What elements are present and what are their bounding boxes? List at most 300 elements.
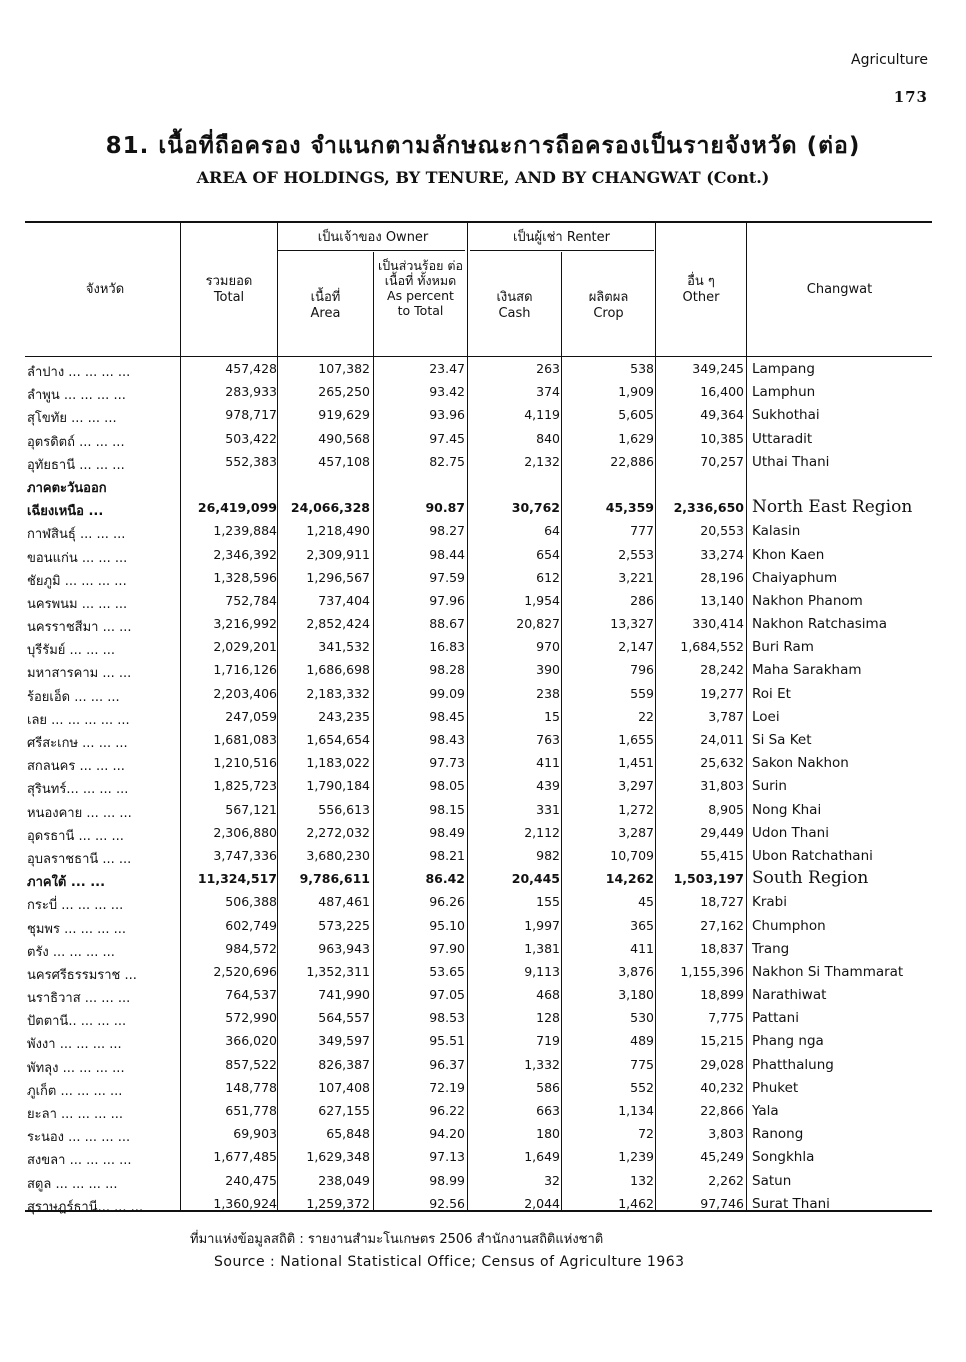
crop-cell: 1,451 <box>618 755 654 771</box>
changwat-english-cell: Pattani <box>752 1010 799 1027</box>
total-cell: 567,121 <box>225 801 277 817</box>
header-owner-group <box>278 230 468 246</box>
pct-cell: 98.27 <box>429 523 465 539</box>
table-row <box>0 404 966 427</box>
cash-cell: 155 <box>536 894 560 910</box>
table-row <box>0 613 966 636</box>
area-cell: 1,629,348 <box>306 1149 370 1165</box>
crop-cell: 3,287 <box>618 824 654 840</box>
cash-cell: 1,332 <box>524 1056 560 1072</box>
other-cell: 1,155,396 <box>680 963 744 979</box>
pct-cell: 97.45 <box>429 430 465 446</box>
other-cell: 40,232 <box>700 1079 744 1095</box>
total-cell: 764,537 <box>225 987 277 1003</box>
changwat-thai-cell: สงขลา ... ... ... ... <box>27 1153 132 1169</box>
pct-cell: 53.65 <box>429 963 465 979</box>
pct-cell: 96.22 <box>429 1103 465 1118</box>
area-cell: 2,272,032 <box>306 824 370 840</box>
cash-cell: 411 <box>536 755 560 771</box>
pct-cell: 97.90 <box>429 940 465 956</box>
crop-cell: 538 <box>630 361 654 376</box>
changwat-thai-cell: เลย ... ... ... ... ... <box>27 712 130 728</box>
header-percent-line2: to Total <box>397 303 444 318</box>
pct-cell: 95.10 <box>429 917 465 933</box>
total-cell: 11,324,517 <box>197 871 277 887</box>
cash-cell: 840 <box>536 430 560 446</box>
header-other <box>656 274 746 306</box>
changwat-thai-cell: สตูล ... ... ... ... <box>27 1176 118 1192</box>
table-row <box>0 1100 966 1123</box>
area-cell: 963,943 <box>318 940 370 956</box>
total-cell: 2,029,201 <box>213 639 277 655</box>
total-cell: 2,520,696 <box>213 963 277 979</box>
crop-cell: 45 <box>638 894 654 910</box>
cash-cell: 1,649 <box>524 1149 560 1165</box>
crop-cell: 365 <box>630 917 654 933</box>
changwat-thai-cell: สกลนคร ... ... ... <box>27 759 125 775</box>
crop-cell: 1,272 <box>618 801 654 817</box>
cash-cell: 982 <box>536 847 560 863</box>
changwat-thai-cell: ปัตตานี.. ... ... ... <box>27 1014 127 1030</box>
header-area-english: Area <box>310 306 341 321</box>
cash-cell: 970 <box>536 639 560 655</box>
crop-cell: 489 <box>630 1033 654 1049</box>
pct-cell: 98.53 <box>429 1010 465 1026</box>
other-cell: 31,803 <box>700 778 744 794</box>
group-header-rule-owner <box>278 250 465 251</box>
crop-cell: 777 <box>630 523 654 539</box>
crop-cell: 3,221 <box>618 569 654 585</box>
pct-cell: 98.05 <box>429 778 465 794</box>
table-row <box>0 636 966 659</box>
cash-cell: 390 <box>536 662 560 678</box>
changwat-thai-cell: มหาสารคาม ... ... <box>27 666 132 682</box>
other-cell: 29,028 <box>700 1056 744 1072</box>
area-cell: 826,387 <box>318 1056 370 1072</box>
table-row <box>0 381 966 404</box>
changwat-thai-cell: กระบี่ ... ... ... ... <box>27 898 124 914</box>
cash-cell: 128 <box>536 1010 560 1026</box>
other-cell: 28,242 <box>700 662 744 678</box>
table-row <box>0 1146 966 1169</box>
total-cell: 1,716,126 <box>213 662 277 678</box>
changwat-english-cell: Surin <box>752 778 787 795</box>
changwat-english-cell: Lamphun <box>752 384 816 401</box>
other-cell: 2,336,650 <box>673 500 744 516</box>
header-total-thai: รวมยอด <box>205 274 253 289</box>
region-row <box>0 474 966 497</box>
total-cell: 1,681,083 <box>213 732 277 747</box>
crop-cell: 552 <box>630 1079 654 1095</box>
other-cell: 10,385 <box>700 430 744 446</box>
changwat-english-cell: Nakhon Si Thammarat <box>752 963 904 980</box>
area-cell: 349,597 <box>318 1033 370 1049</box>
area-cell: 3,680,230 <box>306 847 370 863</box>
changwat-thai-cell: บุรีรัมย์ ... ... ... <box>27 643 115 659</box>
area-cell: 1,352,311 <box>306 963 370 979</box>
total-cell: 3,216,992 <box>213 616 277 632</box>
changwat-english-cell: Lampang <box>752 361 815 377</box>
crop-cell: 1,239 <box>618 1149 654 1165</box>
changwat-english-cell: Nong Khai <box>752 801 822 818</box>
pct-cell: 82.75 <box>429 453 465 469</box>
cash-cell: 719 <box>536 1033 560 1049</box>
table-row <box>0 1123 966 1146</box>
pct-cell: 98.21 <box>429 847 465 863</box>
region-row <box>0 868 966 891</box>
header-changwat-english: Changwat <box>806 282 873 297</box>
other-cell: 49,364 <box>700 407 744 423</box>
cash-cell: 32 <box>544 1172 560 1188</box>
changwat-thai-cell: ร้อยเอ็ด ... ... ... <box>27 689 120 705</box>
table-row <box>0 1077 966 1100</box>
pct-cell: 93.96 <box>429 407 465 423</box>
crop-cell: 72 <box>638 1126 654 1142</box>
crop-cell: 1,134 <box>618 1103 654 1118</box>
other-cell: 55,415 <box>700 847 744 863</box>
crop-cell: 775 <box>630 1056 654 1072</box>
changwat-thai-cell: ศรีสะเกษ ... ... ... <box>27 736 128 751</box>
total-cell: 857,522 <box>225 1056 277 1072</box>
pct-cell: 90.87 <box>425 500 465 516</box>
pct-cell: 97.13 <box>429 1149 465 1165</box>
area-cell: 1,259,372 <box>306 1195 370 1211</box>
other-cell: 70,257 <box>700 453 744 469</box>
changwat-thai-cell: พัทลุง ... ... ... ... <box>27 1060 125 1076</box>
changwat-thai-cell: กาฬสินธุ์ ... ... ... <box>27 527 126 543</box>
table-row <box>0 520 966 543</box>
changwat-english-cell: Si Sa Ket <box>752 732 812 748</box>
area-cell: 238,049 <box>318 1172 370 1188</box>
other-cell: 33,274 <box>700 546 744 562</box>
cash-cell: 20,827 <box>516 616 560 632</box>
crop-cell: 559 <box>630 685 654 701</box>
other-cell: 24,011 <box>700 732 744 747</box>
other-cell: 330,414 <box>692 616 744 632</box>
area-cell: 741,990 <box>318 987 370 1003</box>
crop-cell: 530 <box>630 1010 654 1026</box>
header-cash-english: Cash <box>498 306 531 321</box>
source-note-english: Source : National Statistical Office; Census of Agriculture 1963 <box>214 1254 685 1270</box>
table-row <box>0 799 966 822</box>
pct-cell: 97.05 <box>429 987 465 1003</box>
changwat-thai-cell: ยะลา ... ... ... ... <box>27 1107 123 1122</box>
crop-cell: 2,147 <box>618 639 654 655</box>
pct-cell: 98.15 <box>429 801 465 817</box>
header-crop <box>562 290 655 322</box>
changwat-english-cell: South Region <box>752 868 869 889</box>
area-cell: 490,568 <box>318 430 370 446</box>
header-owner-thai: เป็นเจ้าของ <box>317 230 382 245</box>
changwat-english-cell: Krabi <box>752 894 787 911</box>
area-cell: 341,532 <box>318 639 370 655</box>
pct-cell: 86.42 <box>425 871 465 887</box>
crop-cell: 411 <box>630 940 654 956</box>
other-cell: 15,215 <box>700 1033 744 1049</box>
pct-cell: 98.45 <box>429 708 465 724</box>
total-cell: 1,677,485 <box>213 1149 277 1165</box>
changwat-thai-cell: ภูเก็ต ... ... ... ... <box>27 1083 123 1099</box>
changwat-thai-cell: ภาคตะวันออก <box>27 480 107 496</box>
changwat-thai-cell: เฉียงเหนือ ... <box>27 504 104 520</box>
table-title-thai: 81. เนื้อที่ถือครอง จำแนกตามลักษณะการถือครองเป็นรายจังหวัด (ต่อ) <box>105 133 861 159</box>
area-cell: 1,183,022 <box>306 755 370 771</box>
changwat-thai-cell: ลำพูน ... ... ... ... <box>27 388 126 404</box>
total-cell: 3,747,336 <box>213 847 277 863</box>
changwat-thai-cell: ระนอง ... ... ... ... <box>27 1130 131 1146</box>
changwat-thai-cell: สุราษฎร์ธานี... ... ... <box>27 1199 144 1215</box>
cash-cell: 20,445 <box>511 871 560 887</box>
cash-cell: 374 <box>536 384 560 400</box>
changwat-thai-cell: ภาคใต้ ... ... <box>27 875 106 891</box>
other-cell: 45,249 <box>700 1149 744 1165</box>
area-cell: 737,404 <box>318 592 370 608</box>
pct-cell: 95.51 <box>429 1033 465 1049</box>
table-top-rule <box>25 221 932 223</box>
source-note-thai: ที่มาแห่งข้อมูลสถิติ : รายงานสำมะโนเกษตร 2506 สำนักงานสถิติแห่งชาติ <box>190 1232 604 1247</box>
changwat-thai-cell: ขอนแก่น ... ... ... <box>27 550 128 566</box>
area-cell: 2,852,424 <box>306 616 370 632</box>
changwat-english-cell: Buri Ram <box>752 639 814 656</box>
table-row <box>0 938 966 961</box>
total-cell: 978,717 <box>225 407 277 423</box>
other-cell: 20,553 <box>700 523 744 539</box>
pct-cell: 72.19 <box>429 1079 465 1095</box>
header-bottom-rule <box>25 356 932 357</box>
changwat-english-cell: Sukhothai <box>752 407 820 424</box>
table-row <box>0 1054 966 1077</box>
table-title-english: AREA OF HOLDINGS, BY TENURE, AND BY CHANGWAT (Cont.) <box>196 168 770 187</box>
total-cell: 1,210,516 <box>213 755 277 771</box>
cash-cell: 1,954 <box>524 592 560 608</box>
changwat-english-cell: Chumphon <box>752 917 826 934</box>
crop-cell: 1,462 <box>618 1195 654 1211</box>
header-other-thai: อื่น ๆ <box>687 274 715 289</box>
cash-cell: 1,381 <box>524 940 560 956</box>
total-cell: 602,749 <box>225 917 277 933</box>
crop-cell: 3,297 <box>618 778 654 794</box>
crop-cell: 45,359 <box>605 500 654 516</box>
header-percent-thai: เป็นส่วนร้อย ต่อเนื้อที่ ทั้งหมด <box>377 258 464 288</box>
changwat-thai-cell: นครศรีธรรมราช ... <box>27 967 137 983</box>
total-cell: 26,419,099 <box>197 500 277 516</box>
changwat-english-cell: Trang <box>752 940 790 957</box>
crop-cell: 3,180 <box>618 987 654 1003</box>
changwat-english-cell: Phatthalung <box>752 1056 834 1073</box>
cash-cell: 64 <box>544 523 560 539</box>
crop-cell: 132 <box>630 1172 654 1188</box>
total-cell: 572,990 <box>225 1010 277 1026</box>
changwat-english-cell: Sakon Nakhon <box>752 755 849 772</box>
changwat-thai-cell: ชัยภูมิ ... ... ... ... <box>27 573 127 589</box>
table-row <box>0 1007 966 1030</box>
pct-cell: 98.44 <box>429 546 465 562</box>
total-cell: 752,784 <box>225 592 277 608</box>
changwat-thai-cell: อุตรดิตถ์ ... ... ... <box>27 434 125 450</box>
changwat-thai-cell: พังงา ... ... ... ... <box>27 1037 122 1053</box>
total-cell: 1,360,924 <box>213 1195 277 1211</box>
changwat-english-cell: Loei <box>752 708 780 725</box>
other-cell: 28,196 <box>700 569 744 585</box>
area-cell: 2,183,332 <box>306 685 370 701</box>
other-cell: 18,899 <box>700 987 744 1003</box>
crop-cell: 1,909 <box>618 384 654 400</box>
table-row <box>0 775 966 798</box>
group-header-rule-renter <box>470 250 654 251</box>
changwat-thai-cell: ลำปาง ... ... ... ... <box>27 365 131 380</box>
pct-cell: 88.67 <box>429 616 465 632</box>
changwat-english-cell: Chaiyaphum <box>752 569 838 586</box>
changwat-english-cell: Uttaradit <box>752 430 813 447</box>
cash-cell: 263 <box>536 361 560 376</box>
header-crop-english: Crop <box>593 306 624 321</box>
changwat-thai-cell: อุบลราชธานี ... ... <box>27 851 132 867</box>
pct-cell: 92.56 <box>429 1195 465 1211</box>
total-cell: 2,346,392 <box>213 546 277 562</box>
changwat-english-cell: North East Region <box>752 497 913 518</box>
pct-cell: 98.49 <box>429 824 465 840</box>
region-row <box>0 497 966 520</box>
table-row <box>0 1193 966 1216</box>
cash-cell: 586 <box>536 1079 560 1095</box>
area-cell: 2,309,911 <box>306 546 370 562</box>
crop-cell: 286 <box>630 592 654 608</box>
changwat-thai-cell: ตรัง ... ... ... ... <box>27 944 115 960</box>
area-cell: 1,654,654 <box>306 732 370 747</box>
pct-cell: 23.47 <box>429 361 465 376</box>
total-cell: 366,020 <box>225 1033 277 1049</box>
cash-cell: 180 <box>536 1126 560 1142</box>
area-cell: 65,848 <box>326 1126 370 1142</box>
table-row <box>0 590 966 613</box>
other-cell: 1,503,197 <box>673 871 744 887</box>
total-cell: 247,059 <box>225 708 277 724</box>
pct-cell: 96.26 <box>429 894 465 910</box>
cash-cell: 2,112 <box>524 824 560 840</box>
changwat-english-cell: Phang nga <box>752 1033 824 1050</box>
area-cell: 1,296,567 <box>306 569 370 585</box>
cash-cell: 654 <box>536 546 560 562</box>
cash-cell: 439 <box>536 778 560 794</box>
header-other-english: Other <box>682 290 720 305</box>
table-row <box>0 752 966 775</box>
total-cell: 69,903 <box>233 1126 277 1142</box>
table-row <box>0 428 966 451</box>
table-body <box>0 358 966 1216</box>
other-cell: 349,245 <box>692 361 744 376</box>
total-cell: 457,428 <box>225 361 277 376</box>
other-cell: 27,162 <box>700 917 744 933</box>
page-number: 173 <box>893 88 928 106</box>
changwat-english-cell: Maha Sarakham <box>752 662 862 679</box>
header-area <box>278 290 373 322</box>
header-percent-line1: As percent <box>387 288 454 303</box>
crop-cell: 22,886 <box>610 453 654 469</box>
changwat-english-cell: Yala <box>752 1103 779 1119</box>
total-cell: 240,475 <box>225 1172 277 1188</box>
other-cell: 18,837 <box>700 940 744 956</box>
area-cell: 457,108 <box>318 453 370 469</box>
area-cell: 1,686,698 <box>306 662 370 678</box>
table-row <box>0 961 966 984</box>
cash-cell: 2,044 <box>524 1195 560 1211</box>
changwat-english-cell: Nakhon Phanom <box>752 592 863 609</box>
changwat-thai-cell: อุดรธานี ... ... ... <box>27 828 124 844</box>
table-row <box>0 915 966 938</box>
cash-cell: 238 <box>536 685 560 701</box>
changwat-english-cell: Roi Et <box>752 685 791 702</box>
table-row <box>0 659 966 682</box>
total-cell: 283,933 <box>225 384 277 400</box>
header-renter-group <box>468 230 655 246</box>
header-cash <box>468 290 561 322</box>
other-cell: 7,775 <box>708 1010 744 1026</box>
changwat-thai-cell: นราธิวาส ... ... ... <box>27 991 131 1007</box>
other-cell: 97,746 <box>700 1195 744 1211</box>
total-cell: 552,383 <box>225 453 277 469</box>
area-cell: 243,235 <box>318 708 370 724</box>
cash-cell: 663 <box>536 1103 560 1118</box>
total-cell: 1,239,884 <box>213 523 277 539</box>
header-cash-thai: เงินสด <box>496 290 533 305</box>
pct-cell: 97.59 <box>429 569 465 585</box>
cash-cell: 15 <box>544 708 560 724</box>
changwat-english-cell: Khon Kaen <box>752 546 825 563</box>
changwat-thai-cell: สุโขทัย ... ... ... <box>27 411 117 427</box>
cash-cell: 468 <box>536 987 560 1003</box>
total-cell: 2,203,406 <box>213 685 277 701</box>
table-row <box>0 683 966 706</box>
header-area-thai: เนื้อที่ <box>310 290 341 305</box>
table-row <box>0 845 966 868</box>
changwat-thai-cell: นครพนม ... ... ... <box>27 596 128 612</box>
total-cell: 984,572 <box>225 940 277 956</box>
crop-cell: 1,655 <box>618 732 654 747</box>
total-cell: 503,422 <box>225 430 277 446</box>
header-crop-thai: ผลิตผล <box>588 290 629 305</box>
other-cell: 19,277 <box>700 685 744 701</box>
total-cell: 2,306,880 <box>213 824 277 840</box>
changwat-thai-cell: นครราชสีมา ... ... <box>27 620 132 636</box>
header-renter-english: Renter <box>566 230 611 245</box>
table-row <box>0 1030 966 1053</box>
total-cell: 506,388 <box>225 894 277 910</box>
header-percent <box>374 258 467 318</box>
changwat-english-cell: Narathiwat <box>752 987 827 1004</box>
cash-cell: 1,997 <box>524 917 560 933</box>
header-changwat-thai: จังหวัด <box>85 282 125 297</box>
crop-cell: 13,327 <box>610 616 654 632</box>
area-cell: 573,225 <box>318 917 370 933</box>
changwat-thai-cell: ชุมพร ... ... ... ... <box>27 921 127 937</box>
pct-cell: 97.96 <box>429 592 465 608</box>
crop-cell: 3,876 <box>618 963 654 979</box>
changwat-english-cell: Songkhla <box>752 1149 815 1166</box>
pct-cell: 94.20 <box>429 1126 465 1142</box>
cash-cell: 9,113 <box>524 963 560 979</box>
cash-cell: 2,132 <box>524 453 560 469</box>
table-row <box>0 822 966 845</box>
total-cell: 1,825,723 <box>213 778 277 794</box>
crop-cell: 796 <box>630 662 654 678</box>
other-cell: 13,140 <box>700 592 744 608</box>
pct-cell: 93.42 <box>429 384 465 400</box>
other-cell: 2,262 <box>708 1172 744 1188</box>
area-cell: 1,790,184 <box>306 778 370 794</box>
cash-cell: 331 <box>536 801 560 817</box>
header-owner-english: Owner <box>385 230 429 245</box>
changwat-thai-cell: อุทัยธานี ... ... ... <box>27 457 125 473</box>
